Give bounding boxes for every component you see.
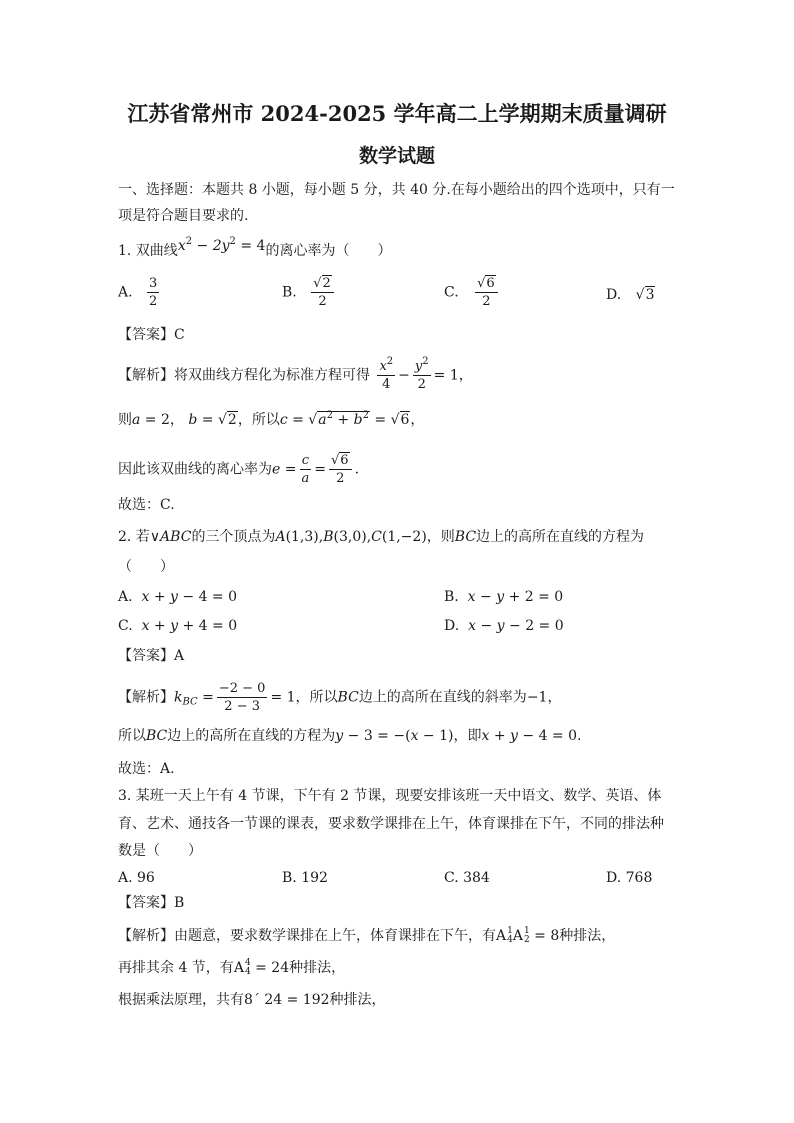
q2-solution-line1: 【解析】$k_{BC}$ = $\frac{-2 - 0}{2 - 3}$ = 1，所以BC边上的高所在直线的斜率为−1，: [118, 681, 562, 714]
q2-answer: 【答案】A: [118, 648, 185, 664]
section-heading-line1: 一、选择题：本题共 8 小题，每小题 5 分，共 40 分.在每小题给出的四个选项中，只有一: [118, 182, 675, 198]
question-1: 1. 双曲线$x^2 - 2y^2 = 4$的离心率为（ ）: [118, 236, 392, 259]
q1-option-c: C. $\frac{√6}{2}$: [444, 275, 501, 310]
q1-answer: 【答案】C: [118, 327, 185, 343]
q1-option-a: A. $\frac{3}{2}$: [118, 276, 158, 309]
page-subtitle: 数学试题: [358, 145, 435, 167]
page-title: 江苏省常州市 2024-2025 学年高二上学期期末质量调研: [127, 101, 667, 126]
q1-equation: $x^2 - 2y^2 = 4$: [177, 236, 266, 254]
q3-option-d: D. 768: [606, 870, 653, 886]
q1-solution-line2: 则a = 2， b = √2，所以$c = √a^2 + b^2 = √6$，: [118, 410, 425, 428]
question-3-line3: 数是（ ）: [118, 843, 202, 859]
q3-option-b: B. 192: [282, 870, 328, 886]
q3-option-c: C. 384: [444, 870, 490, 886]
question-2: 2. 若∨ABC的三个顶点为A(1,3),B(3,0),C(1,−2)，则BC边上的高所在直线的方程为: [118, 529, 645, 545]
section-heading-line2: 项是符合题目要求的.: [118, 208, 249, 224]
q2-option-a: A. x + y − 4 = 0: [118, 589, 238, 605]
q2-solution-line2: 所以BC边上的高所在直线的方程为y − 3 = −(x − 1)，即x + y − 4 = 0.: [118, 728, 582, 744]
q3-solution-line3: 根据乘法原理，共有8´ 24 = 192种排法，: [118, 992, 386, 1008]
question-3-line2: 育、艺术、通技各一节课的课表，要求数学课排在上午，体育课排在下午，不同的排法种: [118, 816, 664, 832]
q2-option-d: D. x − y − 2 = 0: [444, 618, 564, 634]
q1-solution-line3: 因此该双曲线的离心率为e = $\frac{c}{a}$ = $\frac{√6}{2}$ .: [118, 453, 360, 486]
q2-conclusion: 故选：A.: [118, 761, 175, 777]
q1-option-b: B. $\frac{√2}{2}$: [282, 275, 337, 310]
q3-option-a: A. 96: [118, 870, 155, 886]
question-3-line1: 3. 某班一天上午有 4 节课，下午有 2 节课，现要安排该班一天中语文、数学、英语、体: [118, 788, 662, 804]
q1-solution-line1: 【解析】将双曲线方程化为标准方程可得 $\frac{x^2}{4}$ − $\frac{y^2}{2}$ = 1，: [118, 356, 473, 392]
q3-solution-line1: 【解析】由题意，要求数学课排在上午，体育课排在下午，有A 1 4 A 1 2 = 8种排法，: [118, 926, 616, 945]
q2-option-b: B. x − y + 2 = 0: [444, 589, 564, 605]
q3-answer: 【答案】B: [118, 895, 185, 911]
q1-option-d: D. √3: [606, 287, 655, 303]
q2-paren: （ ）: [118, 559, 174, 575]
q1-conclusion: 故选：C.: [118, 497, 175, 513]
q2-option-c: C. x + y + 4 = 0: [118, 618, 238, 634]
q3-solution-line2: 再排其余 4 节，有A 4 4 = 24种排法，: [118, 958, 346, 977]
